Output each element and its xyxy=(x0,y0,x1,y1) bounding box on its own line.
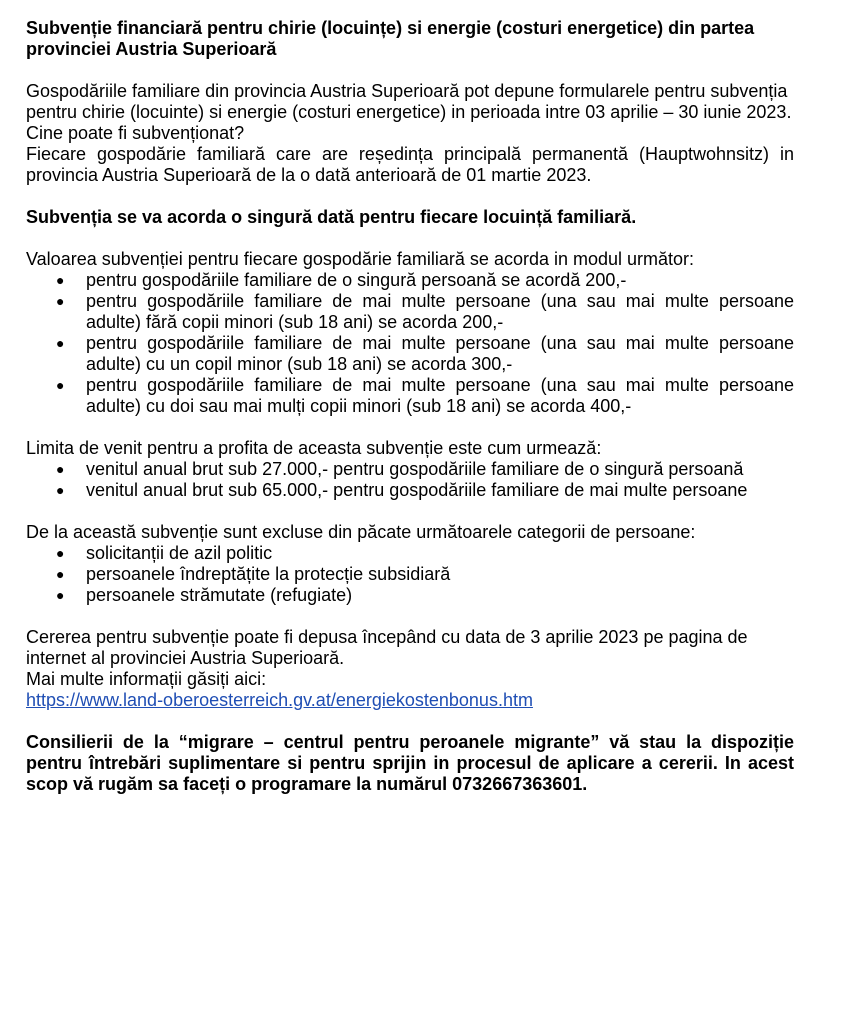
value-list xyxy=(26,270,794,417)
apply-paragraph: Cererea pentru subvenție poate fi depusa începând cu data de 3 aprilie 2023 pe pagina de internet al provinciei Austria Superioară. xyxy=(26,627,748,668)
bullet-icon: ● xyxy=(56,482,65,498)
income-list xyxy=(26,459,794,501)
list-item: ● pentru gospodăriile familiare de mai multe persoane (una sau mai multe persoane adulte) cu doi sau mai mulți copii minori (sub 18 ani) se acorda 400,- xyxy=(56,375,794,416)
list-item: ● pentru gospodăriile familiare de mai multe persoane (una sau mai multe persoane adulte) fără copii minori (sub 18 ani) se acorda 200,- xyxy=(56,291,794,332)
bullet-icon: ● xyxy=(56,461,65,477)
who-answer: Fiecare gospodărie familiară care are reședința principală permanentă (Hauptwohnsitz) in provincia Austria Superioară de la o dată anterioară de 01 martie 2023. xyxy=(26,144,794,185)
list-item: ● pentru gospodăriile familiare de o singură persoană se acordă 200,- xyxy=(56,270,627,290)
bullet-icon: ● xyxy=(56,335,65,351)
info-link[interactable]: https://www.land-oberoesterreich.gv.at/energiekostenbonus.htm xyxy=(26,690,533,710)
bullet-icon: ● xyxy=(56,566,65,582)
excluded-list xyxy=(26,543,794,606)
list-item: ● persoanele strămutate (refugiate) xyxy=(56,585,353,605)
once-note: Subvenția se va acorda o singură dată pentru fiecare locuință familiară. xyxy=(26,207,637,227)
list-item: ● venitul anual brut sub 27.000,- pentru gospodăriile familiare de o singură persoană xyxy=(56,459,744,479)
list-item: ● pentru gospodăriile familiare de mai multe persoane (una sau mai multe persoane adulte) cu un copil minor (sub 18 ani) se acorda 300,- xyxy=(56,333,794,374)
who-question: Cine poate fi subvenționat? xyxy=(26,123,245,143)
list-item: ● solicitanții de azil politic xyxy=(56,543,273,563)
bullet-icon: ● xyxy=(56,272,65,288)
bullet-icon: ● xyxy=(56,377,65,393)
income-intro: Limita de venit pentru a profita de aceasta subvenție este cum urmează: xyxy=(26,438,602,458)
list-item: ● persoanele îndreptățite la protecție subsidiară xyxy=(56,564,451,584)
more-info-text: Mai multe informații găsiți aici: xyxy=(26,669,267,689)
document-title: Subvenție financiară pentru chirie (locuințe) si energie (costuri energetice) din partea provinciei Austria Superioară xyxy=(26,18,755,59)
list-item: ● venitul anual brut sub 65.000,- pentru gospodăriile familiare de mai multe persoane xyxy=(56,480,748,500)
excluded-intro: De la această subvenție sunt excluse din păcate următoarele categorii de persoane: xyxy=(26,522,696,542)
bullet-icon: ● xyxy=(56,545,65,561)
value-intro: Valoarea subvenției pentru fiecare gospodărie familiară se acorda in modul următor: xyxy=(26,249,695,269)
bullet-icon: ● xyxy=(56,293,65,309)
closing-paragraph: Consilierii de la “migrare – centrul pentru peroanele migrante” vă stau la dispoziție pentru întrebări suplimentare si pentru sprijin in procesul de aplicare a cererii. In acest scop vă rugăm sa faceți o programare la numărul 0732667363601. xyxy=(26,732,794,794)
bullet-icon: ● xyxy=(56,587,65,603)
document-page xyxy=(26,18,794,795)
intro-paragraph: Gospodăriile familiare din provincia Austria Superioară pot depune formularele pentru subvenția pentru chirie (locuinte) si energie (costuri energetice) in perioada intre 03 aprilie – 30 iunie 2023. xyxy=(26,81,792,122)
